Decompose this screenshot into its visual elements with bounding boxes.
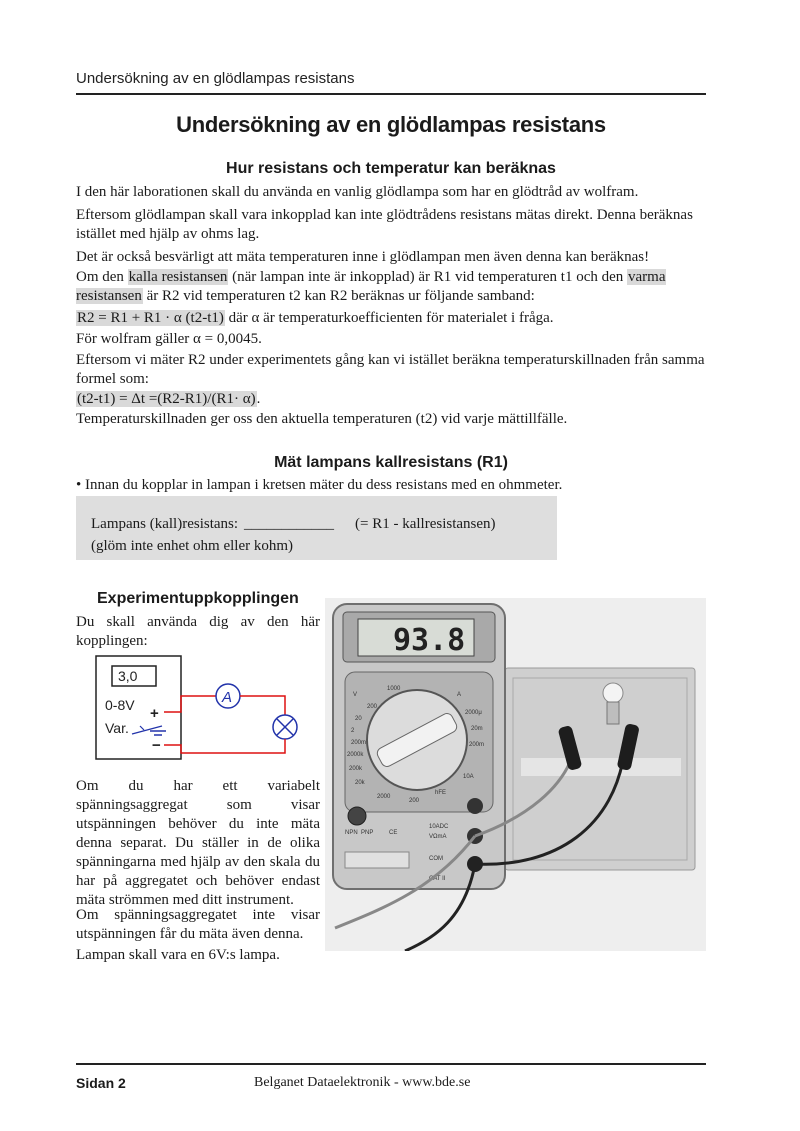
dial-label: PNP xyxy=(361,830,374,836)
dial-label: CE xyxy=(389,830,398,836)
page-title: Undersökning av en glödlampas resistans xyxy=(176,112,606,137)
dial-label: 200k xyxy=(349,766,363,772)
multimeter-reading: 93.8 xyxy=(393,623,466,658)
answer-hint: (glöm inte enhet ohm eller kohm) xyxy=(91,538,294,554)
answer-note: (= R1 - kallresistansen) xyxy=(355,516,496,532)
plus-terminal-label: + xyxy=(150,705,159,722)
formula-r2: R2 = R1 + R1 · α (t2-t1) xyxy=(77,310,224,326)
footer-publisher: Belganet Dataelektronik - www.bde.se xyxy=(254,1075,471,1090)
paragraph-no-display: Om spänningsaggregatet inte visar utspänningen får du mäta även denna. xyxy=(76,907,320,942)
running-header: Undersökning av en glödlampas resistans xyxy=(76,70,355,87)
dial-label: 10ADC xyxy=(429,824,449,830)
answer-box xyxy=(76,496,557,560)
paragraph-delta: Eftersom vi mäter R2 under experimentets gång kan vi istället beräkna temperaturskillnaden från samma formel som: xyxy=(76,352,705,387)
formula-tail: . xyxy=(256,391,261,407)
supply-range-label: 0-8V xyxy=(105,697,135,713)
dial-label: 1000 xyxy=(387,686,401,692)
paragraph-formula2 xyxy=(76,390,708,409)
jack-10a xyxy=(467,798,483,814)
paragraph-variable-supply: Om du har ett variabelt spänningsaggregat som visar utspänningen behöver du inte mäta denna separat. Du ställer in de olika spänningarna med hjälp av den skala du har på aggregatet och behöver endast mäta strömmen med ditt instrument. xyxy=(76,778,320,908)
footer-rule xyxy=(76,1063,706,1065)
dial-label: CAT II xyxy=(429,876,446,882)
section-heading-setup: Experimentuppkopplingen xyxy=(97,590,299,607)
dial-label: hFE xyxy=(435,790,447,796)
paragraph-temp-diff: Temperaturskillnaden ger oss den aktuella temperaturen (t2) vid varje mättillfälle. xyxy=(76,411,568,427)
wire-to-lamp xyxy=(240,696,285,715)
text-part: (när lampan inte är inkopplad) är R1 vid temperaturen t1 och den xyxy=(228,269,628,285)
paragraph-alpha: För wolfram gäller α = 0,0045. xyxy=(76,331,262,347)
dial-label: NPN xyxy=(345,830,358,836)
ammeter-label: A xyxy=(222,689,233,706)
lamp-bulb xyxy=(603,683,623,703)
dial-label: A xyxy=(457,692,462,698)
paragraph-temperature: Det är också besvärligt att mäta temperaturen inne i glödlampan men även denna kan beräknas! xyxy=(76,249,650,265)
dial-label: 20 xyxy=(355,716,362,722)
bullet-measure: • Innan du kopplar in lampan i kretsen mäter du dess resistans med en ohmmeter. xyxy=(76,477,563,493)
paragraph-lamp-spec: Lampan skall vara en 6V:s lampa. xyxy=(76,947,280,963)
hfe-socket xyxy=(348,807,366,825)
answer-blank[interactable]: ____________ xyxy=(244,516,334,532)
formula-tail: där α är temperaturkoefficienten för materialet i fråga. xyxy=(224,310,554,326)
dial-label: 200m xyxy=(469,742,485,748)
wire-return xyxy=(164,739,285,753)
dial-label: 2000k xyxy=(347,752,364,758)
lamp-socket xyxy=(607,702,619,724)
dial-label: 200 xyxy=(409,798,420,804)
dial-label: 20m xyxy=(471,726,483,732)
supply-display-value: 3,0 xyxy=(118,668,138,684)
dial-label: 200m xyxy=(351,740,367,746)
formula-delta-t: (t2-t1) = Δt =(R2-R1)/(R1· α) xyxy=(77,391,256,407)
dial-label: 2000 xyxy=(377,794,391,800)
wire-to-ammeter xyxy=(164,696,216,712)
paragraph-setup-intro: Du skall använda dig av den här kopplingen: xyxy=(76,614,320,649)
dial-label: 10A xyxy=(463,774,474,780)
page-number: Sidan 2 xyxy=(76,1075,126,1091)
multimeter-label-plate xyxy=(345,852,409,868)
var-arrow xyxy=(140,726,144,730)
answer-label: Lampans (kall)resistans: xyxy=(91,516,239,532)
paragraph-intro: I den här laborationen skall du använda en vanlig glödlampa som har en glödtråd av wolfram. xyxy=(76,184,639,200)
text-part: är R2 vid temperaturen t2 kan R2 beräknas ur följande samband: xyxy=(142,288,535,304)
header-rule xyxy=(76,93,706,95)
highlight-warm-resistance: varma resistansen xyxy=(76,269,666,304)
supply-var-label: Var. xyxy=(105,720,129,736)
minus-terminal-label: − xyxy=(152,737,161,754)
section-heading-cold-resistance: Mät lampans kallresistans (R1) xyxy=(274,454,508,471)
dial-label: 2 xyxy=(351,728,355,734)
paragraph-formula1 xyxy=(76,309,708,328)
var-line xyxy=(132,726,162,734)
dial-label: V xyxy=(353,692,358,698)
setup-photo xyxy=(325,598,706,951)
dial-label: 20k xyxy=(355,780,365,786)
breadboard-channel xyxy=(521,758,681,776)
paragraph-cold-warm xyxy=(76,268,708,306)
circuit-schematic xyxy=(88,654,318,764)
section-heading-resistance: Hur resistans och temperatur kan beräknas xyxy=(226,160,556,177)
paragraph-ohms-law: Eftersom glödlampan skall vara inkopplad kan inte glödtrådens resistans mätas direkt. Denna beräknas istället med hjälp av ohms lag. xyxy=(76,207,693,242)
dial-label: 2000μ xyxy=(465,710,482,716)
dial-label: 200 xyxy=(367,704,378,710)
text-part: Om den xyxy=(76,269,128,285)
dial-label: COM xyxy=(429,856,443,862)
highlight-cold-resistance: kalla resistansen xyxy=(128,269,228,285)
dial-label: VΩmA xyxy=(429,834,447,840)
